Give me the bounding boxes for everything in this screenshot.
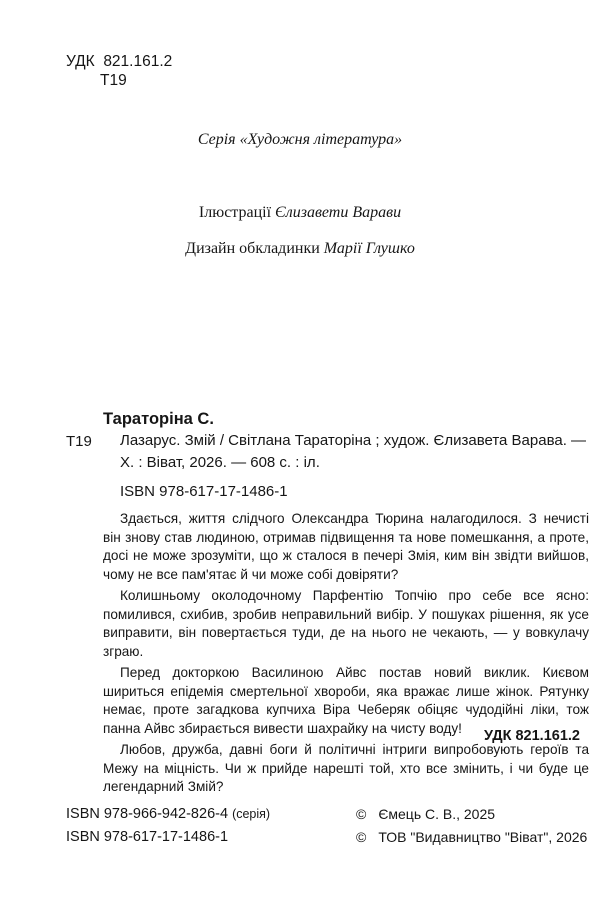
- isbn-book: [66, 826, 270, 849]
- annotation: [103, 510, 589, 800]
- annotation-paragraph: Здається, життя слідчого Олександра Тюрина налагодилося. З нечисті він знову став людиною, отримав підвищення та нове помешкання, а проте, досі не може зрозуміти, що ж сталося в печері Змія, ким він звідти вийшов, чому не все пам'ятає й чи може собі довіряти?: [103, 511, 589, 582]
- annotation-paragraph: Колишньому околодочному Парфентію Топчію про себе все ясно: помилився, схибив, зробив неправильний вибір. У пошуках рішення, як усе виправити, він повертається туди, де на нього не чекають, — у вовкулачу зграю.: [103, 588, 589, 659]
- catalog-author: Тараторіна С.: [103, 410, 214, 428]
- cover-designer-name: Марії Глушко: [323, 240, 415, 257]
- udk-code: 821.161.2: [103, 53, 173, 70]
- isbn-number: ISBN 978-966-942-826-4: [66, 806, 229, 822]
- isbn-note: (серія): [232, 807, 271, 821]
- biblio-line-1: Лазарус. Змій / Світлана Тараторіна ; худож. Єлизавета Варава. —: [120, 432, 587, 449]
- bibliographic-description: [103, 430, 589, 474]
- illustrator-name: Єлизавети Варави: [275, 204, 402, 221]
- copyright-text: Ємець С. В., 2025: [378, 806, 496, 822]
- copyright-block: [356, 803, 587, 849]
- copyright-line: [356, 803, 587, 826]
- udk-footer: УДК 821.161.2: [484, 728, 580, 744]
- cover-design-credit: [0, 240, 600, 258]
- series-title: Серія «Художня література»: [197, 131, 403, 148]
- cover-design-label: Дизайн обкладинки: [185, 240, 320, 257]
- udk-header: [66, 52, 172, 90]
- isbn-series: [66, 803, 270, 826]
- illustrations-credit: [0, 204, 600, 222]
- copyright-text: ТОВ "Видавництво "Віват", 2026: [378, 829, 588, 845]
- author-mark: Т19: [100, 72, 127, 89]
- copyright-icon: ©: [356, 829, 367, 845]
- copyright-icon: ©: [356, 806, 367, 822]
- isbn-number: ISBN 978-617-17-1486-1: [66, 829, 229, 845]
- biblio-line-2: Х. : Віват, 2026. — 608 с. : іл.: [120, 454, 320, 471]
- annotation-paragraph: Любов, дружба, давні боги й політичні інтриги випробовують героїв та Межу на міцність. Чи ж прийде нарешті той, хто все змінить, і чи буде це легендарний Змій?: [103, 742, 589, 794]
- copyright-line: [356, 826, 587, 849]
- isbn-list: [66, 803, 270, 849]
- catalog-isbn: ISBN 978-617-17-1486-1: [120, 483, 288, 500]
- catalog-author-mark: Т19: [66, 433, 92, 450]
- illustrations-label: Ілюстрації: [198, 204, 272, 221]
- udk-label: УДК: [66, 53, 95, 70]
- annotation-paragraph: Перед докторкою Василиною Айвс постав новий виклик. Києвом шириться епідемія смертельної хвороби, яка вражає лише жінок. Рятунку немає, проте загадкова купчиха Віра Чеберяк обіцяє чудодійні ліки, тож панна Айвс збирається вивести шахрайку на чисту воду!: [103, 665, 589, 736]
